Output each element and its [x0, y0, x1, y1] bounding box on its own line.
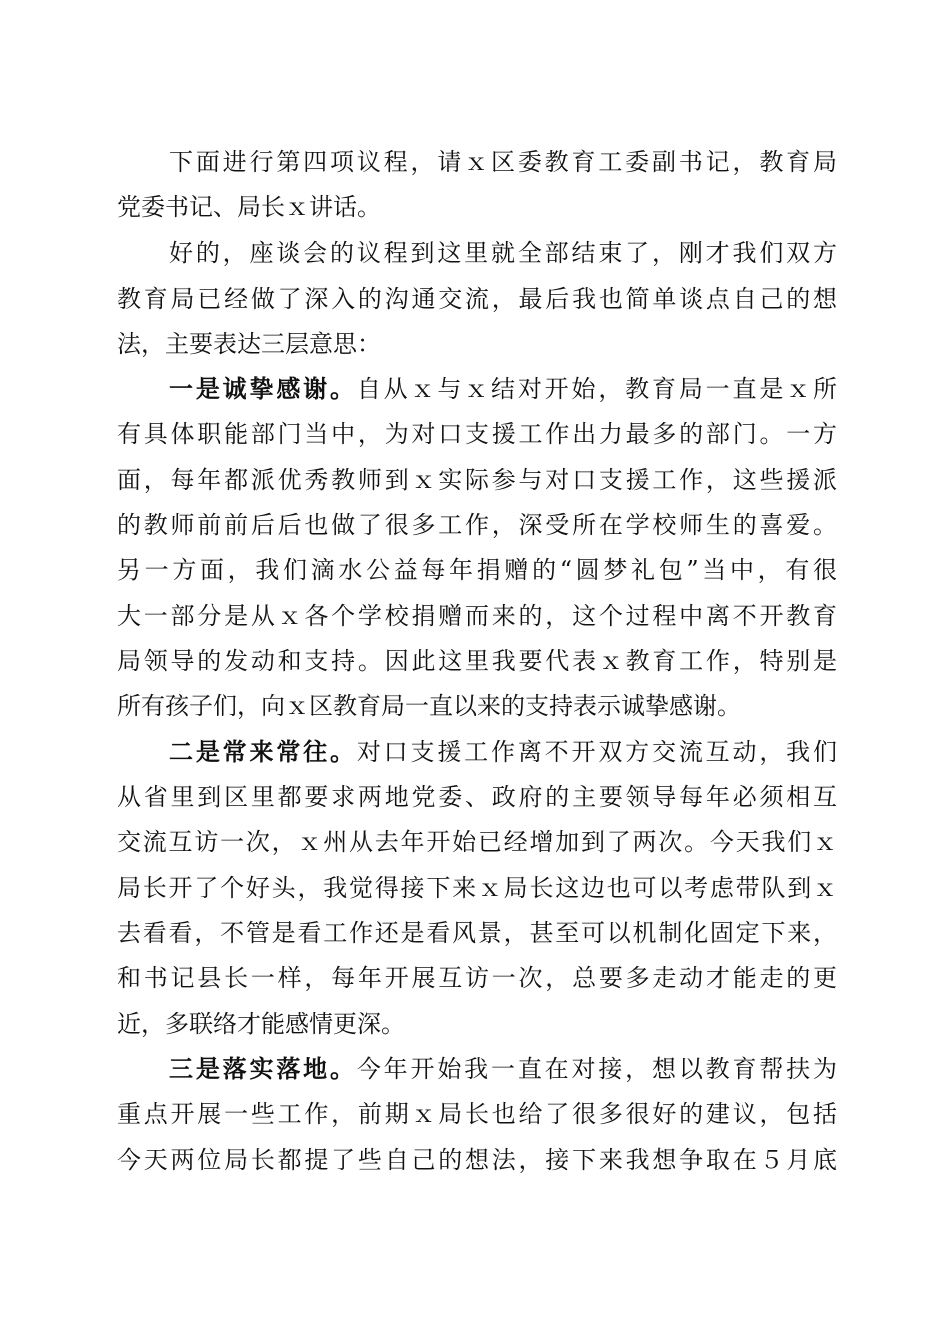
paragraph-4-line-7: 近，多联络才能感情更深。 — [117, 1010, 405, 1038]
paragraph-3-line-5: 另一方面，我们滴水公益每年捐赠的“圆梦礼包”当中，有很 — [117, 556, 837, 584]
paragraph-4-line-5: 去看看，不管是看工作还是看风景，甚至可以机制化固定下来， — [117, 919, 837, 947]
paragraph-5-heading: 三是落实落地。 — [169, 1055, 357, 1083]
paragraph-4-heading: 二是常来常往。 — [169, 738, 357, 766]
paragraph-3-first-rest: 自从ｘ与ｘ结对开始，教育局一直是ｘ所 — [356, 375, 838, 403]
paragraph-5-line-3: 今天两位局长都提了些自己的想法，接下来我想争取在５月底 — [117, 1146, 837, 1174]
paragraph-4-line-1 — [169, 732, 837, 772]
paragraph-4-line-3: 交流互访一次，ｘ州从去年开始已经增加到了两次。今天我们ｘ — [117, 828, 837, 856]
paragraph-3-line-2: 有具体职能部门当中，为对口支援工作出力最多的部门。一方 — [117, 420, 837, 448]
paragraph-1-line-2: 党委书记、局长ｘ讲话。 — [117, 193, 381, 221]
paragraph-5-first-rest: 今年开始我一直在对接，想以教育帮扶为 — [356, 1055, 838, 1083]
paragraph-4-first-rest: 对口支援工作离不开双方交流互动，我们 — [356, 738, 838, 766]
paragraph-2-line-1: 好的，座谈会的议程到这里就全部结束了，刚才我们双方 — [169, 239, 837, 267]
paragraph-3-line-8: 所有孩子们，向ｘ区教育局一直以来的支持表示诚挚感谢。 — [117, 692, 741, 720]
paragraph-5-line-1 — [169, 1049, 837, 1089]
paragraph-4-line-4: 局长开了个好头，我觉得接下来ｘ局长这边也可以考虑带队到ｘ — [117, 874, 837, 902]
paragraph-4-line-2: 从省里到区里都要求两地党委、政府的主要领导每年必须相互 — [117, 783, 837, 811]
paragraph-3-line-4: 的教师前前后后也做了很多工作，深受所在学校师生的喜爱。 — [117, 511, 837, 539]
paragraph-3-line-6: 大一部分是从ｘ各个学校捐赠而来的，这个过程中离不开教育 — [117, 602, 837, 630]
paragraph-2-line-2: 教育局已经做了深入的沟通交流，最后我也简单谈点自己的想 — [117, 285, 837, 313]
paragraph-1-line-1: 下面进行第四项议程，请ｘ区委教育工委副书记，教育局 — [169, 148, 837, 176]
paragraph-3-line-3: 面，每年都派优秀教师到ｘ实际参与对口支援工作，这些援派 — [117, 466, 837, 494]
paragraph-3-heading: 一是诚挚感谢。 — [169, 375, 357, 403]
paragraph-3-line-7: 局领导的发动和支持。因此这里我要代表ｘ教育工作，特别是 — [117, 647, 837, 675]
paragraph-5-line-2: 重点开展一些工作，前期ｘ局长也给了很多很好的建议，包括 — [117, 1100, 837, 1128]
paragraph-2-line-3: 法，主要表达三层意思： — [117, 330, 381, 358]
paragraph-3-line-1 — [169, 369, 837, 409]
paragraph-4-line-6: 和书记县长一样，每年开展互访一次，总要多走动才能走的更 — [117, 964, 837, 992]
